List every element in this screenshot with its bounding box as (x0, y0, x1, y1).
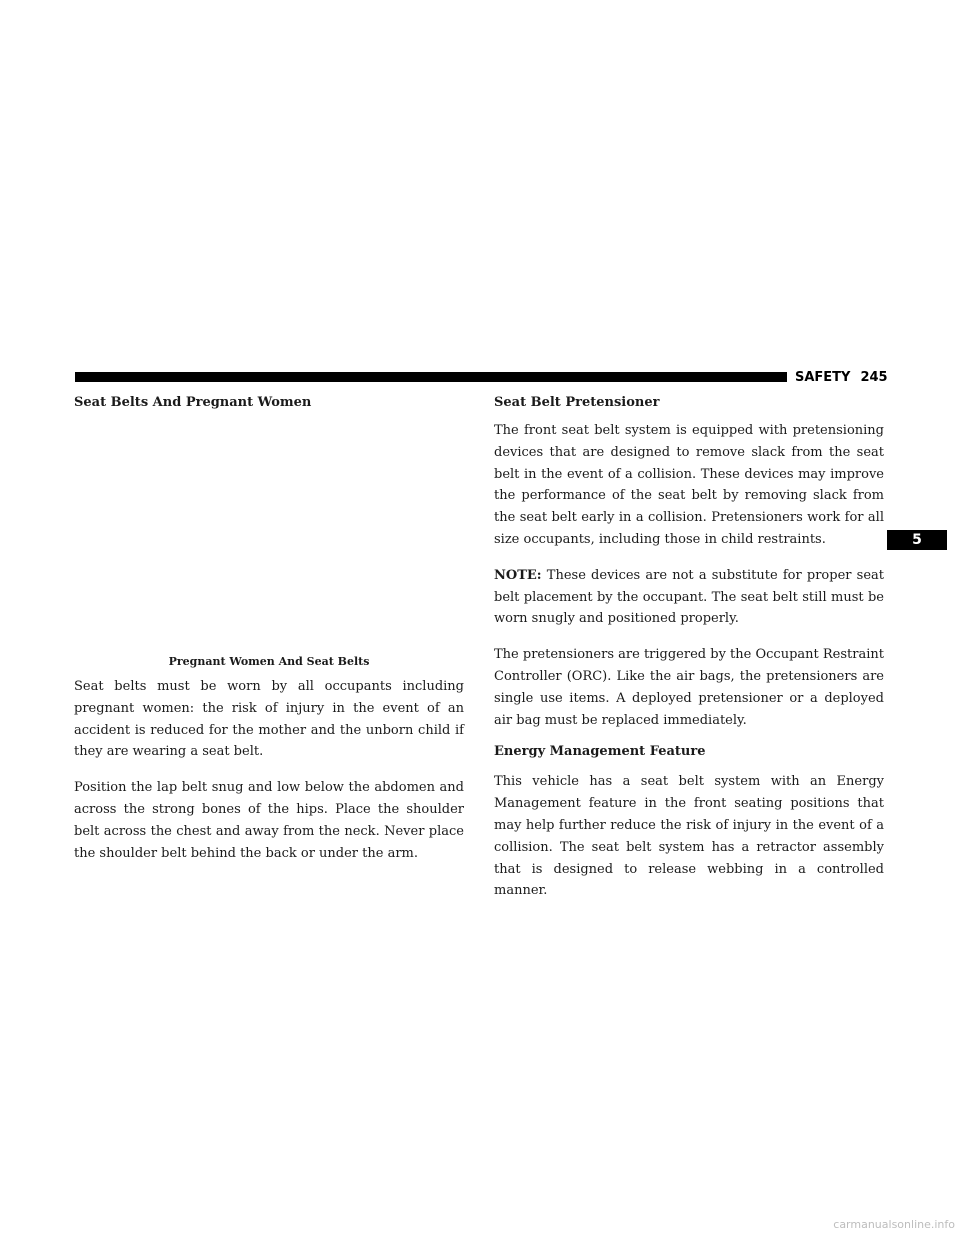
note-paragraph (494, 565, 884, 630)
paragraph: This vehicle has a seat belt system with an Energy Management feature in the front seating positions that may help further reduce the risk of injury in the event of a collision. The seat belt system has a retractor assembly that is designed to release webbing in a controlled manner. (494, 774, 884, 899)
figure-pregnant-women (74, 412, 464, 642)
running-header (795, 366, 888, 388)
section-title: SAFETY (795, 369, 851, 385)
figure-caption: Pregnant Women And Seat Belts (168, 655, 370, 668)
chapter-tab: 5 (887, 530, 947, 550)
paragraph: Seat belts must be worn by all occupants including pregnant women: the risk of injury in the event of an accident is reduced for the mother and the unborn child if they are wearing a seat belt. (74, 679, 464, 760)
right-column (494, 394, 884, 902)
header-rule (75, 372, 787, 382)
section-heading-energy-management: Energy Management Feature (494, 744, 706, 760)
watermark: carmanualsonline.info (833, 1218, 955, 1231)
note-label: NOTE: (494, 567, 542, 583)
page-number: 245 (860, 369, 888, 385)
note-text: These devices are not a substitute for proper seat belt placement by the occupant. The seat belt still must be worn snugly and positioned properly. (494, 567, 885, 627)
paragraph: The pretensioners are triggered by the Occupant Restraint Controller (ORC). Like the air bags, the pretensioners are single use items. A deployed pretensioner or a deployed air bag must be replaced immediately. (494, 647, 884, 728)
section-heading-pregnant-women: Seat Belts And Pregnant Women (74, 395, 312, 410)
section-heading-pretensioner: Seat Belt Pretensioner (494, 395, 660, 410)
paragraph: Position the lap belt snug and low below the abdomen and across the strong bones of the hips. Place the shoulder belt across the chest and away from the neck. Never place the shoulder belt behind the back or under the arm. (74, 780, 464, 861)
left-column (74, 394, 464, 864)
paragraph: The front seat belt system is equipped with pretensioning devices that are designed to remove slack from the seat belt in the event of a collision. These devices may improve the performance of the seat belt by removing slack from the seat belt early in a collision. Pretensioners work for all size occupants, including those in child restraints. (494, 423, 884, 547)
